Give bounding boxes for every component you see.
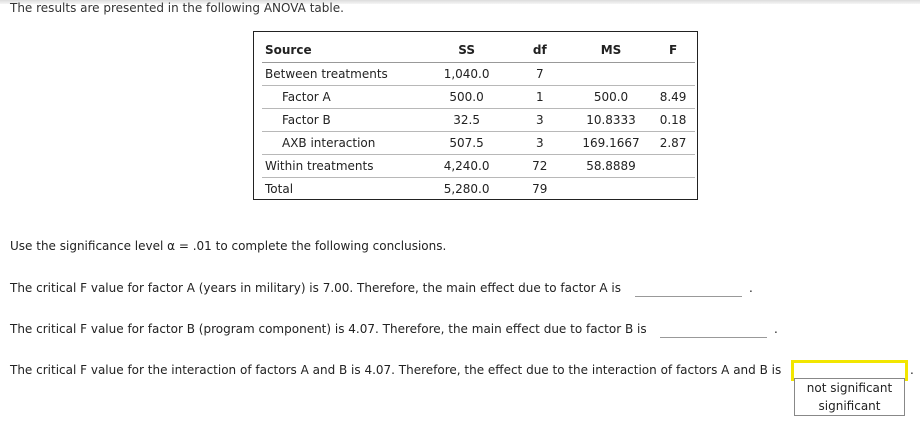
intro-text: The results are presented in the following ANOVA table. [10, 1, 344, 15]
instruction-text: Use the significance level α = .01 to complete the following conclusions. [10, 239, 447, 253]
table-row [262, 155, 695, 178]
dropdown-option-not-significant[interactable]: not significant [806, 381, 893, 395]
row-source: Between treatments [262, 63, 424, 86]
row-source: Total [265, 182, 294, 196]
question-factor-a: The critical F value for factor A (years in military) is 7.00. Therefore, the main effect due to factor A is [10, 281, 621, 295]
period-interaction: . [910, 363, 914, 377]
dropdown-options-list [794, 378, 905, 416]
row-f: 8.49 [651, 86, 695, 109]
row-source: Within treatments [262, 155, 424, 178]
period-factor-a: . [749, 281, 753, 295]
anova-table-box [253, 31, 698, 200]
row-df: 79 [532, 182, 548, 196]
period-factor-b: . [774, 322, 778, 336]
header-f: F [651, 37, 695, 63]
table-row [262, 86, 695, 109]
dropdown-option-significant[interactable]: significant [818, 399, 881, 413]
header-source: Source [262, 37, 424, 63]
header-df: df [509, 37, 571, 63]
row-f [651, 63, 695, 86]
anova-table [262, 37, 695, 200]
row-ss: 32.5 [424, 109, 508, 132]
row-df: 3 [509, 132, 571, 155]
table-row [262, 178, 695, 201]
table-header-row [262, 37, 695, 63]
row-ss: 5,280.0 [443, 182, 490, 196]
row-ms: 169.1667 [571, 132, 651, 155]
row-source: Factor A [262, 86, 424, 109]
row-ms [571, 178, 651, 201]
row-df: 7 [509, 63, 571, 86]
table-row [262, 63, 695, 86]
row-df: 72 [509, 155, 571, 178]
row-ss: 4,240.0 [424, 155, 508, 178]
row-ss: 1,040.0 [424, 63, 508, 86]
question-factor-b: The critical F value for factor B (program component) is 4.07. Therefore, the main effect due to factor B is [10, 322, 647, 336]
row-ss: 507.5 [424, 132, 508, 155]
header-ms: MS [571, 37, 651, 63]
row-ms: 500.0 [571, 86, 651, 109]
row-f: 2.87 [651, 132, 695, 155]
row-df: 3 [509, 109, 571, 132]
question-interaction: The critical F value for the interaction of factors A and B is 4.07. Therefore, the effect due to the interaction of factors A and B is [10, 363, 782, 377]
row-source: AXB interaction [262, 132, 424, 155]
table-row [262, 109, 695, 132]
row-ms: 58.8889 [571, 155, 651, 178]
row-f [651, 155, 695, 178]
row-ss: 500.0 [424, 86, 508, 109]
row-df: 1 [509, 86, 571, 109]
table-row [262, 132, 695, 155]
row-source: Factor B [262, 109, 424, 132]
answer-blank-factor-b[interactable] [660, 337, 767, 338]
row-f [651, 178, 695, 201]
row-ms [571, 63, 651, 86]
row-f: 0.18 [651, 109, 695, 132]
answer-blank-factor-a[interactable] [635, 296, 742, 297]
row-ms: 10.8333 [571, 109, 651, 132]
header-ss: SS [424, 37, 508, 63]
